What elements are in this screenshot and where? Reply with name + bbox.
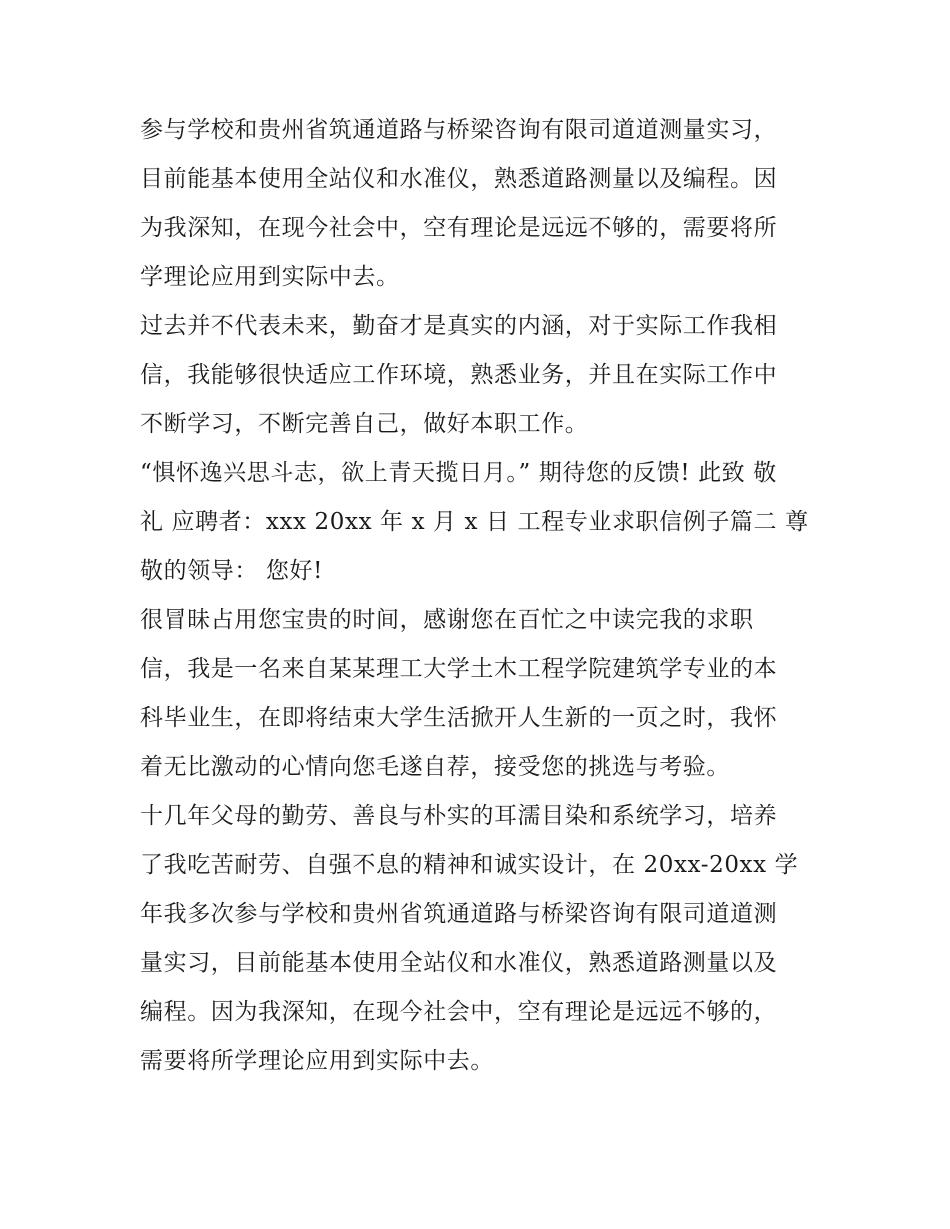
text-line: 年我多次参与学校和贵州省筑通道路与桥梁咨询有限司道道测 xyxy=(140,901,778,927)
document-body xyxy=(140,106,820,1086)
text-line: 编程。因为我深知，在现今社会中，空有理论是远远不够的， xyxy=(140,999,778,1025)
text-line: 很冒昧占用您宝贵的时间，感谢您在百忙之中读完我的求职 xyxy=(140,607,754,633)
text-line: “惧怀逸兴思斗志，欲上青天揽日月。” 期待您的反馈! 此致 敬 xyxy=(140,460,777,486)
text-line: 量实习，目前能基本使用全站仪和水准仪，熟悉道路测量以及 xyxy=(140,950,778,976)
text-line: 礼 应聘者：xxx 20xx 年 x 月 x 日 工程专业求职信例子篇二 尊 xyxy=(140,509,809,535)
text-line: 信，我是一名来自某某理工大学土木工程学院建筑学专业的本 xyxy=(140,656,778,682)
text-line: 目前能基本使用全站仪和水准仪，熟悉道路测量以及编程。因 xyxy=(140,166,778,192)
text-line: 学理论应用到实际中去。 xyxy=(140,264,400,290)
text-line: 过去并不代表未来，勤奋才是真实的内涵，对于实际工作我相 xyxy=(140,313,778,339)
text-line: 不断学习，不断完善自己，做好本职工作。 xyxy=(140,411,589,437)
text-line: 十几年父母的勤劳、善良与朴实的耳濡目染和系统学习，培养 xyxy=(140,803,778,829)
text-line: 信，我能够很快适应工作环境，熟悉业务，并且在实际工作中 xyxy=(140,362,778,388)
text-line: 参与学校和贵州省筑通道路与桥梁咨询有限司道道测量实习， xyxy=(140,117,778,143)
text-line: 了我吃苦耐劳、自强不息的精神和诚实设计，在 20xx-20xx 学 xyxy=(140,852,799,878)
text-line: 敬的领导： 您好! xyxy=(140,558,323,584)
text-line: 为我深知，在现今社会中，空有理论是远远不够的，需要将所 xyxy=(140,215,778,241)
text-line: 科毕业生，在即将结束大学生活掀开人生新的一页之时，我怀 xyxy=(140,705,778,731)
text-line: 着无比激动的心情向您毛遂自荐，接受您的挑选与考验。 xyxy=(140,754,730,780)
text-line: 需要将所学理论应用到实际中去。 xyxy=(140,1048,494,1074)
